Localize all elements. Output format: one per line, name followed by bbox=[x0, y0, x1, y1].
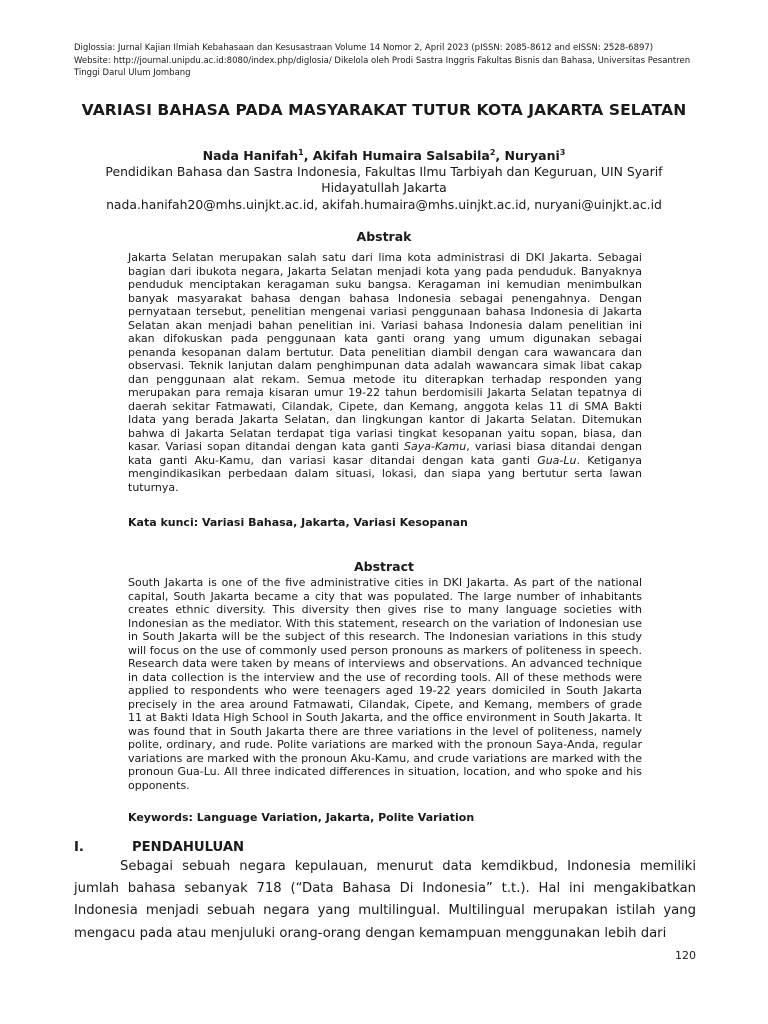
journal-header bbox=[74, 42, 698, 80]
journal-info-line: Diglossia: Jurnal Kajian Ilmiah Kebahasaan dan Kesusastraan Volume 14 Nomor 2, April 2023 (pISSN: 2085-8612 and eISSN: 2528-6897) bbox=[74, 43, 654, 53]
author-name: Nuryani bbox=[504, 148, 560, 164]
keywords-label: Keywords: bbox=[128, 811, 193, 824]
page-number: 120 bbox=[675, 949, 696, 962]
paper-title: VARIASI BAHASA PADA MASYARAKAT TUTUR KOTA JAKARTA SELATAN bbox=[81, 101, 687, 119]
section-body: Sebagai sebuah negara kepulauan, menurut data kemdikbud, Indonesia memiliki jumlah bahasa sebanyak 718 (“Data Bahasa Di Indonesia” t.t.). Hal ini mengakibatkan Indonesia menjadi sebuah negara yang multilingual. Multilingual merupakan istilah yang mengacu pada atau menjuluki orang-orang dengan kemampuan menggunakan lebih dari bbox=[74, 859, 696, 941]
author-superscript: 3 bbox=[559, 148, 566, 157]
abstrak-keywords bbox=[128, 516, 642, 529]
author-name: Nada Hanifah bbox=[202, 148, 299, 164]
section-title: PENDAHULUAN bbox=[132, 840, 245, 855]
section-heading bbox=[74, 840, 244, 855]
abstrak-text: . Ketiganya mengindikasikan perbedaan dalam situasi, lokasi, dan siapa yang bertutur serta lawan tuturnya. bbox=[128, 453, 642, 494]
keywords-value: Language Variation, Jakarta, Polite Variation bbox=[196, 811, 475, 824]
abstract-heading: Abstract bbox=[353, 559, 415, 574]
abstract-keywords bbox=[128, 811, 642, 824]
abstrak-heading: Abstrak bbox=[356, 229, 412, 244]
abstrak-body bbox=[128, 251, 642, 494]
author-list: Nada Hanifah$^1$, Akifah Humaira Salsabila$^2$, Nuryani$^3$ bbox=[202, 148, 566, 164]
abstrak-italic-term: Gua-Lu bbox=[537, 453, 577, 467]
section-number: I. bbox=[74, 840, 84, 855]
abstrak-text: Jakarta Selatan merupakan salah satu dari lima kota administrasi di DKI Jakarta. Sebagai bagian dari ibukota negara, Jakarta Selatan menjadi kota yang pada penduduk. Banyaknya penduduk menciptakan keragaman suku bangsa. Keragaman ini kemudian menimbulkan banyak masyarakat bahasa dengan bahasa Indonesia sebagai penengahnya. Dengan pernyataan tersebut, penelitian mengenai variasi penggunaan bahasa Indonesia di Jakarta Selatan akan menjadi bahan penelitian ini. Variasi bahasa Indonesia dalam penelitian ini akan difokuskan pada penggunaan kata ganti orang yang umum digunakan sebagai penanda kesopanan dalam bertutur. Data penelitian diambil dengan cara wawancara dan observasi. Teknik lanjutan dalam penghimpunan data adalah wawancara simak libat cakap dan penggunaan alat rekam. Semua metode itu diterapkan terhadap responden yang merupakan para remaja kisaran umur 19-22 tahun berdomisili Jakarta Selatan tepatnya di daerah sekitar Fatmawati, Cilandak, Cipete, dan Kemang, anggota kelas 11 di SMA Bakti Idata yang berada Jakarta Selatan, dan lingkungan kantor di Jakarta Selatan. Ditemukan bahwa di Jakarta Selatan terdapat tiga variasi tingkat kesopanan yaitu sopan, biasa, dan kasar. Variasi sopan ditandai dengan kata ganti bbox=[128, 251, 642, 453]
abstrak-text: , variasi biasa ditandai dengan kata ganti Aku-Kamu, dan variasi kasar ditandai dengan kata ganti bbox=[128, 440, 642, 467]
keywords-value: Variasi Bahasa, Jakarta, Variasi Kesopanan bbox=[201, 516, 468, 529]
author-affiliation: Pendidikan Bahasa dan Sastra Indonesia, Fakultas Ilmu Tarbiyah dan Keguruan, UIN Syarif Hidayatullah Jakarta bbox=[105, 164, 663, 195]
journal-website-line: Website: http://journal.unipdu.ac.id:8080/index.php/diglosia/ Dikelola oleh Prodi Sastra Inggris Fakultas Bisnis dan Bahasa, Universitas Pesantren Tinggi Darul Ulum Jombang bbox=[74, 55, 691, 78]
author-superscript: 1 bbox=[298, 148, 304, 157]
abstrak-italic-term: Saya-Kamu bbox=[404, 440, 467, 453]
abstract-body: South Jakarta is one of the five administrative cities in DKI Jakarta. As part of the national capital, South Jakarta became a city that was populated. The large number of inhabitants creates ethnic diversity. This diversity then gives rise to many language societies with Indonesian as the mediator. With this statement, research on the variation of Indonesian use in South Jakarta will be the subject of this research. The Indonesian variations in this study will focus on the use of commonly used person pronouns as markers of politeness in speech. Research data were taken by means of interviews and observations. An advanced technique in data collection is the interview and the use of recording tools. All of these methods were applied to respondents who were teenagers aged 19-22 years domiciled in South Jakarta precisely in the area around Fatmawati, Cilandak, Cipete, and Kemang, members of grade 11 at Bakti Idata High School in South Jakarta, and the office environment in South Jakarta. It was found that in South Jakarta there are three variations in the level of politeness, namely polite, ordinary, and rude. Polite variations are marked with the pronoun Saya-Anda, regular variations are marked with the pronoun Aku-Kamu, and crude variations are marked with the pronoun Gua-Lu. All three indicated differences in situation, location, and who spoke and his opponents. bbox=[128, 576, 642, 792]
author-superscript: 2 bbox=[489, 148, 496, 157]
author-emails: nada.hanifah20@mhs.uinjkt.ac.id, akifah.humaira@mhs.uinjkt.ac.id, nuryani@uinjkt.ac.id bbox=[106, 197, 662, 212]
author-name: Akifah Humaira Salsabila bbox=[312, 148, 490, 164]
keywords-label: Kata kunci: bbox=[128, 516, 199, 529]
